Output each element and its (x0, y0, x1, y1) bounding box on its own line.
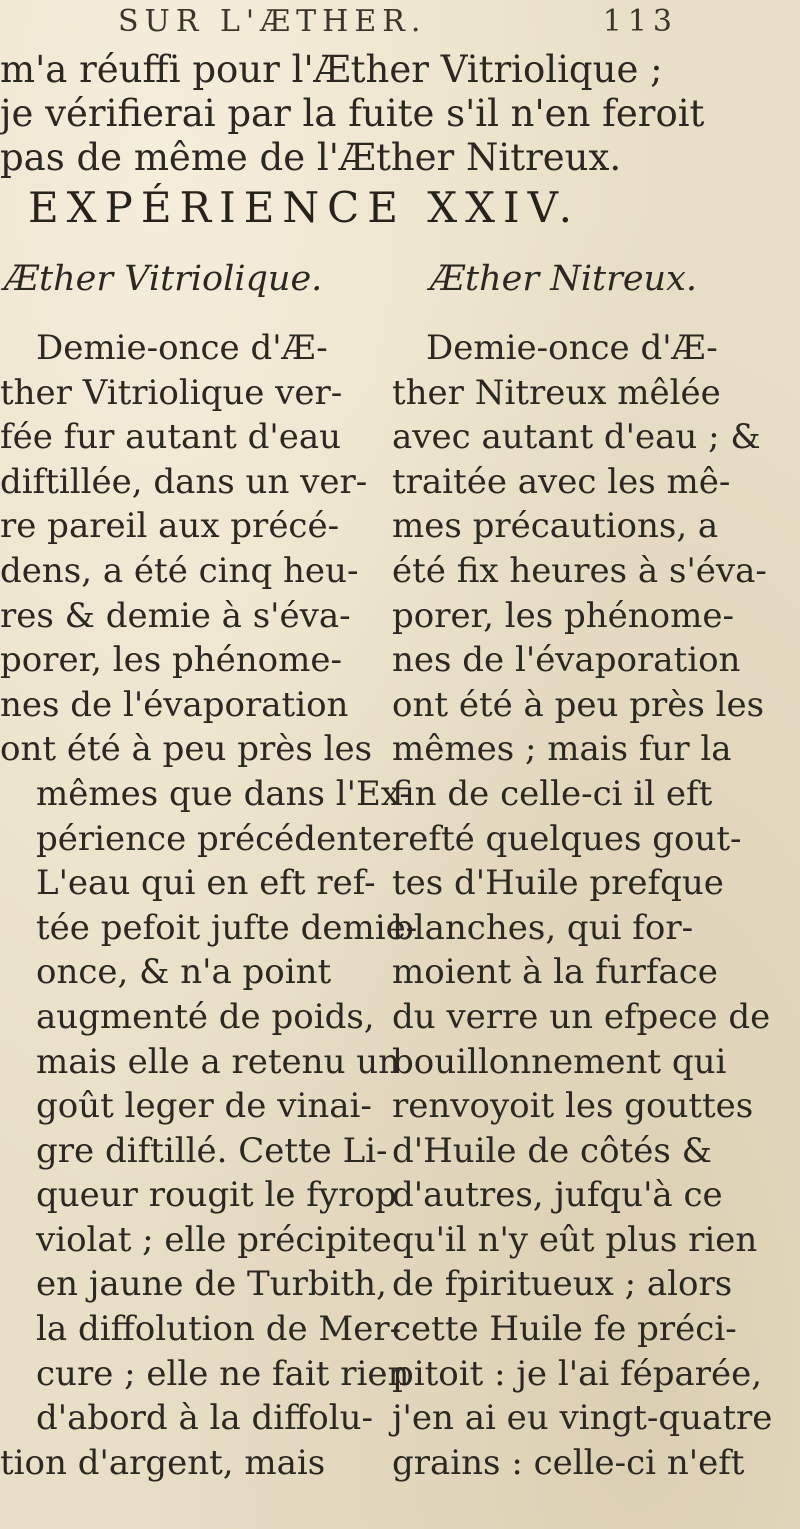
text-line: qu'il n'y eût plus rien (392, 1219, 758, 1260)
left-column (0, 258, 418, 1485)
text-line: dens, a été cinq heu- (0, 550, 359, 591)
text-line: once, & n'a point (36, 952, 332, 993)
page-number: 113 (602, 4, 678, 39)
text-line: nes de l'évaporation (0, 684, 349, 725)
text-line: mêmes ; mais fur la (392, 729, 732, 770)
text-line: augmenté de poids, (36, 996, 375, 1037)
intro-paragraph (0, 48, 790, 180)
text-line: moient à la furface (392, 952, 718, 993)
text-line: la diffolution de Mer- (36, 1309, 402, 1350)
text-line: fée fur autant d'eau (0, 417, 342, 458)
text-line: bouillonnement qui (392, 1041, 727, 1082)
text-line: en jaune de Turbith, (36, 1264, 387, 1305)
text-line: traitée avec les mê- (392, 461, 731, 502)
text-line: ther Nitreux mêlée (392, 372, 721, 413)
text-line: j'en ai eu vingt-quatre (392, 1398, 773, 1439)
text-line: du verre un efpece de (392, 996, 771, 1037)
text-line: gre diftillé. Cette Li- (36, 1130, 388, 1171)
text-line: mes précautions, a (392, 506, 719, 547)
text-line: mêmes que dans l'Ex- (36, 773, 411, 814)
text-line: grains : celle-ci n'eft (392, 1442, 745, 1483)
text-line: été fix heures à s'éva- (392, 550, 767, 591)
text-line: L'eau qui en eft ref- (36, 863, 376, 904)
running-head-title: SUR L'ÆTHER. (118, 4, 427, 39)
intro-line: m'a réuffi pour l'Æther Vitriolique ; (0, 48, 663, 91)
text-line: avec autant d'eau ; & (392, 417, 761, 458)
text-line: d'autres, jufqu'à ce (392, 1175, 723, 1216)
intro-line: pas de même de l'Æther Nitreux. (0, 136, 622, 179)
text-line: de fpiritueux ; alors (392, 1264, 733, 1305)
text-line: tes d'Huile prefque (392, 863, 724, 904)
text-line: cure ; elle ne fait rien (36, 1353, 410, 1394)
text-line: ont été à peu près les (0, 729, 373, 770)
text-line: re pareil aux précé- (0, 506, 340, 547)
text-line: périence précédente. (36, 818, 403, 859)
intro-line: je vérifierai par la fuite s'il n'en feroit (0, 92, 705, 135)
text-line: ont été à peu près les (392, 684, 765, 725)
text-line: queur rougit le fyrop (36, 1175, 397, 1216)
left-column-heading: Æther Vitriolique. (4, 259, 323, 299)
text-line: res & demie à s'éva- (0, 595, 351, 636)
text-line: diftillée, dans un ver- (0, 461, 368, 502)
text-line: tée pefoit jufte demie- (36, 907, 418, 948)
text-line: Demie-once d'Æ- (426, 328, 718, 368)
running-head (118, 4, 678, 39)
text-line: violat ; elle précipite (36, 1219, 392, 1260)
right-column (392, 258, 790, 1485)
text-line: d'Huile de côtés & (392, 1130, 712, 1171)
text-line: d'abord à la diffolu- (36, 1398, 373, 1439)
text-line: refté quelques gout- (392, 818, 742, 859)
section-title: EXPÉRIENCE XXIV. (28, 183, 580, 232)
text-line: porer, les phénome- (392, 595, 734, 636)
text-line: cette Huile fe préci- (392, 1309, 737, 1350)
text-line: tion d'argent, mais (0, 1442, 326, 1483)
text-line: goût leger de vinai- (36, 1086, 372, 1127)
text-line: renvoyoit les gouttes (392, 1086, 754, 1127)
text-line: blanches, qui for- (392, 907, 694, 948)
text-line: pitoit : je l'ai féparée, (392, 1353, 763, 1394)
text-line: ther Vitriolique ver- (0, 372, 343, 413)
text-line: porer, les phénome- (0, 640, 342, 681)
text-line: fin de celle-ci il eft (392, 773, 713, 814)
text-line: mais elle a retenu un (36, 1041, 401, 1082)
right-column-heading: Æther Nitreux. (430, 259, 697, 299)
text-line: Demie-once d'Æ- (36, 328, 328, 368)
text-line: nes de l'évaporation (392, 640, 741, 681)
